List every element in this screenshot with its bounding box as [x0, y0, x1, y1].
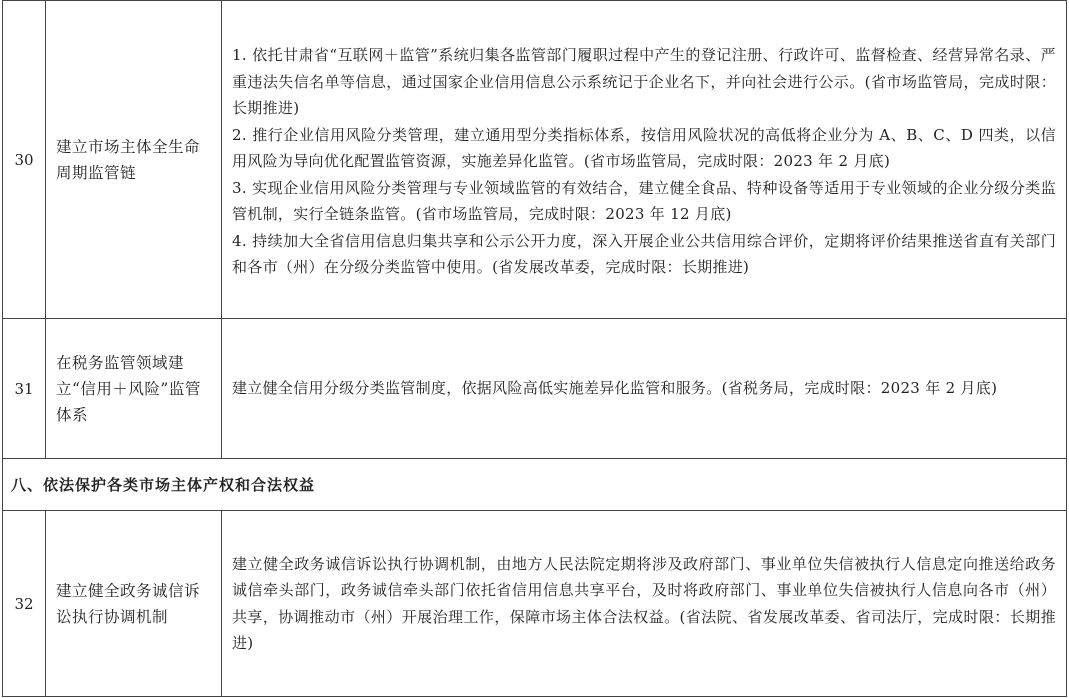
table-row — [3, 319, 1067, 459]
row-number: 30 — [3, 1, 46, 319]
row-number: 31 — [3, 319, 46, 459]
measure-paragraph: 建立健全信用分级分类监管制度，依据风险高低实施差异化监管和服务。(省税务局，完成时限：2023 年 2 月底) — [232, 379, 998, 398]
row-number: 32 — [3, 511, 46, 697]
item-cell — [46, 1, 222, 319]
measure-paragraph: 建立健全政务诚信诉讼执行协调机制，由地方人民法院定期将涉及政府部门、事业单位失信被执行人信息定向推送给政务诚信牵头部门，政务诚信牵头部门依托省信用信息共享平台，及时将政府部门、事业单位失信被执行人信息向各市（州）共享，协调推动市（州）开展治理工作，保障市场主体合法权益。(省法院、省发展改革委、省司法厅，完成时限：长期推进) — [232, 554, 1056, 652]
description-text — [222, 38, 1066, 281]
table-row — [3, 511, 1067, 697]
item-cell — [46, 511, 222, 697]
policy-table — [2, 0, 1067, 697]
description-text — [222, 375, 1066, 402]
item-cell — [46, 319, 222, 459]
description-cell — [222, 1, 1067, 319]
section-row — [3, 459, 1067, 511]
description-text — [222, 551, 1066, 657]
measure-paragraph: 3. 实现企业信用风险分类管理与专业领域监管的有效结合，建立健全食品、特种设备等适用于专业领域的企业分级分类监管机制，实行全链条监管。(省市场监管局，完成时限：2023 年 12 月底) — [232, 178, 1056, 224]
section-heading: 八、依法保护各类市场主体产权和合法权益 — [3, 459, 1067, 511]
table-row — [3, 1, 1067, 319]
measure-paragraph: 4. 持续加大全省信用信息归集共享和公示公开力度，深入开展企业公共信用综合评价，定期将评价结果推送省直有关部门和各市（州）在分级分类监管中使用。(省发展改革委，完成时限：长期推进) — [232, 231, 1056, 277]
measure-paragraph: 2. 推行企业信用风险分类管理，建立通用型分类指标体系，按信用风险状况的高低将企业分为 A、B、C、D 四类，以信用风险为导向优化配置监管资源，实施差异化监管。(省市场监管局，完成时限：2023 年 2 月底) — [232, 125, 1056, 171]
measure-paragraph: 1. 依托甘肃省“互联网＋监管”系统归集各监管部门履职过程中产生的登记注册、行政许可、监督检查、经营异常名录、严重违法失信名单等信息，通过国家企业信用信息公示系统记于企业名下，并向社会进行公示。(省市场监管局，完成时限：长期推进) — [232, 46, 1056, 118]
description-cell — [222, 511, 1067, 697]
item-name: 在税务监管领域建立“信用＋风险”监管体系 — [56, 353, 201, 424]
item-name: 建立健全政务诚信诉讼执行协调机制 — [56, 581, 201, 626]
item-name: 建立市场主体全生命周期监管链 — [56, 137, 201, 182]
description-cell — [222, 319, 1067, 459]
